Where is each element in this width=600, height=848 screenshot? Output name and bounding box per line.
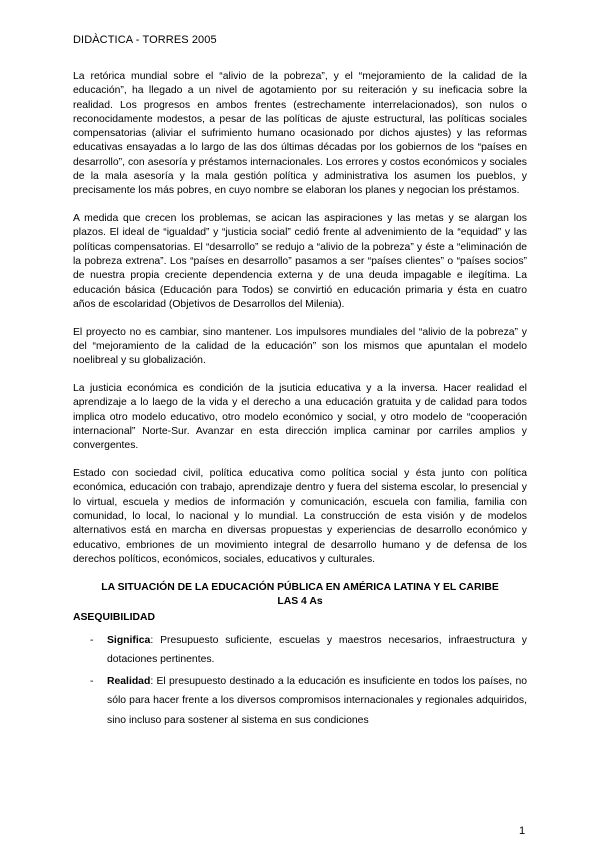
- bullet-dash: -: [90, 634, 94, 646]
- bullet-text: : Presupuesto suficiente, escuelas y maestros necesarios, infraestructura y dotaciones pertinentes.: [107, 634, 527, 666]
- paragraph: El proyecto no es cambiar, sino mantener. Los impulsores mundiales del “alivio de la pobreza” y del “mejoramiento de la calidad de la educación” son los mismos que apuntalan el modelo noelibreal y su globalización.: [73, 326, 527, 367]
- page-header: DIDÀCTICA - TORRES 2005: [73, 34, 217, 46]
- paragraph: Estado con sociedad civil, política educativa como política social y ésta junto con política económica, educación con trabajo, aprendizaje dentro y fuera del sistema escolar, lo presencial y lo virtual, escuela y medios de información y comunicación, escuela con familia, familia con comunidad, lo local, lo nacional y lo mundial. La construcción de esta visión y de modelos alternativos está en marcha en diversas propuestas y experiencias de desarrollo económico y educativo, embriones de un movimiento integral de desarrollo humano y de defensa de los derechos políticos, económicos, sociales, educativos y culturales.: [73, 468, 527, 565]
- section-label: ASEQUIBILIDAD: [73, 611, 155, 623]
- paragraph: La justicia económica es condición de la jsuticia educativa y a la inversa. Hacer realidad el aprendizaje a lo laego de la vida y el derecho a una educación gratuita y de calidad para todos implica otro modelo educativo, otro modelo económico y social, y otro modelo de “cooperación internacional” Norte-Sur. Avanzar en esta dirección implica caminar por carriles amplios y convergentes.: [73, 383, 527, 452]
- bullet-text: : El presupuesto destinado a la educación es insuficiente en todos los países, no sólo para hacer frente a los diversos compromisos internacionales y regionales adquiridos, sino incluso para sostener al sistema en sus condiciones: [107, 675, 527, 727]
- bullet-dash: -: [90, 675, 94, 687]
- bullet-term: Realidad: [107, 675, 151, 687]
- paragraph: A medida que crecen los problemas, se acican las aspiraciones y las metas y se alargan los plazos. El ideal de “igualdad” y “justicia social” cedió frente al advenimiento de la “equidad” y las políticas compensatorias. El “desarrollo” se redujo a “alivio de la pobreza” y éste a “eliminación de la pobreza extrena”. Los “países en desarrollo” pasamos a ser “países clientes” o “países socios” de nuestra propia creciente dependencia externa y de una deuda impagable e ilegítima. La educación básica (Educación para Todos) se convirtió en educación primaria y ésta en cuatro años de escolaridad (Objetivos de Desarrollos del Milenia).: [73, 213, 527, 310]
- bullet-list: [73, 631, 527, 731]
- bullet-term: Significa: [107, 634, 151, 646]
- bullet-item: [73, 672, 527, 731]
- bullet-item: [73, 631, 527, 670]
- section-subtitle: LAS 4 As: [277, 595, 323, 607]
- paragraph: La retórica mundial sobre el “alivio de la pobreza”, y el “mejoramiento de la calidad de la educación”, ha llegado a un nivel de agotamiento por su reiteración y su ineficacia sobre la realidad. Los progresos en ambos frentes (estrechamente interrelacionados), son nulos o reconocidamente modestos, a pesar de las políticas de ajuste estructural, las políticas sociales compensatorias (aliviar el sufrimiento humano ocasionado por dichos ajustes) y las reformas educativas ensayadas a lo largo de las dos últimas décadas por los gobiernos de los “países en desarrollo”, con asesoría y préstamos internacionales. Los errores y costos económicos y sociales de la mala asesoría y la mala gestión política y administrativa los asumen los pueblos, y precisamente los más pobres, en cuyo nombre se elaboran los planes y negocian los préstamos.: [73, 71, 527, 197]
- document-body: [73, 70, 527, 733]
- section-title: LA SITUACIÓN DE LA EDUCACIÓN PÚBLICA EN AMÉRICA LATINA Y EL CARIBE: [101, 581, 499, 593]
- page-number: 1: [519, 825, 526, 837]
